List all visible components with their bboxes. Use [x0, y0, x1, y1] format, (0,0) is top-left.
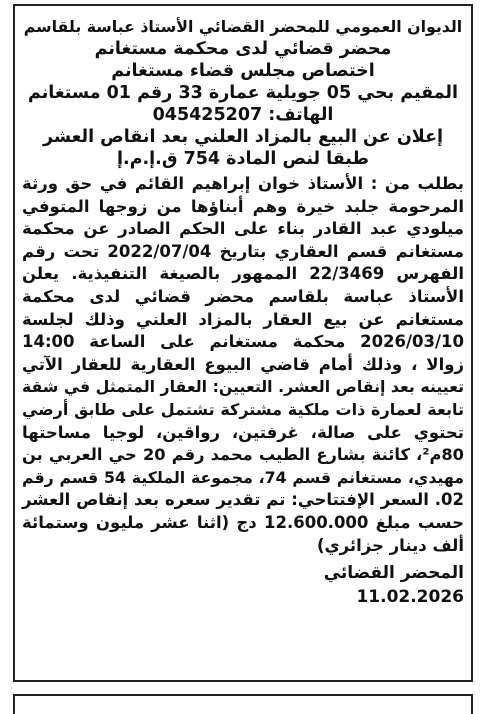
legal-basis: طبقا لنص المادة 754 ق.إ.م.إ: [117, 149, 369, 169]
address: المقيم بحي 05 جويلية عمارة 33 رقم 01 مستغانم: [28, 83, 458, 103]
notice-title: إعلان عن البيع بالمزاد العلني بعد انقاص العشر: [42, 127, 444, 147]
body-line: 80م²، كائنة بشارع الطيب محمد رقم 20 حي العربي بن: [22, 445, 464, 465]
office-title: محضر قضائي لدى محكمة مستغانم: [94, 39, 392, 59]
body-line: مستغانم قسم العقاري بتاريخ 2022/07/04 تحت رقم: [22, 241, 464, 261]
body-line: الفهرس 22/3469 الممهور بالصيغة التنفيذية. يعلن: [22, 264, 464, 284]
notice-header: [22, 16, 464, 170]
signer-title: المحضر القضائي: [323, 563, 464, 584]
body-line: ألف دينار جزائري): [316, 535, 464, 555]
phone: الهاتف: 045425207: [152, 105, 334, 125]
jurisdiction: اختصاص مجلس قضاء مستغانم: [111, 61, 375, 81]
body-line: تحتوي على صالة، غرفتين، رواقين، لوجيا مساحتها: [22, 422, 464, 442]
notice-date: 11.02.2026: [356, 587, 464, 608]
body-line: 02. السعر الإفتتاحي: تم تقدير سعره بعد إنقاص العشر: [22, 490, 464, 510]
next-notice-box: [13, 694, 473, 714]
body-line: المرحومة جلبد خيرة وهم أبناؤها من زوجها المتوفي: [22, 196, 464, 216]
body-line: زوالا ، وذلك أمام قاضي البيوع العقارية للعقار الآتي: [22, 354, 464, 374]
body-line: ميلودي عبد القادر بناء على الحكم الصادر عن محكمة: [22, 219, 464, 239]
body-line: 2026/03/10 محكمة مستغانم على الساعة 14:00: [22, 332, 464, 352]
body-line: مستغانم عن بيع العقار بالمزاد العلني وذلك لجلسة: [22, 309, 464, 329]
notice-body: [22, 173, 464, 557]
office-name: الديوان العمومي للمحضر القضائي الأستاذ عباسة بلقاسم: [23, 17, 463, 36]
body-line: الأستاذ عباسة بلقاسم محضر قضائي لدى محكمة: [22, 286, 464, 306]
body-line: تعيينه بعد إنقاص العشر. التعيين: العقار المتمثل في شقة: [22, 377, 464, 397]
auction-notice: [13, 4, 473, 682]
notice-footer: [22, 561, 464, 609]
body-line: تابعة لعمارة ذات ملكية مشتركة تشتمل على طابق أرضي: [22, 399, 464, 419]
body-line: حسب مبلغ 12.600.000 دج (اثنا عشر مليون وستمائة: [22, 512, 464, 532]
body-line: مهيدي، مستغانم قسم 74، مجموعة الملكية 54 قسم رقم: [22, 467, 465, 487]
body-line: بطلب من : الأستاذ خوان إبراهيم القائم في حق ورثة: [22, 174, 464, 193]
